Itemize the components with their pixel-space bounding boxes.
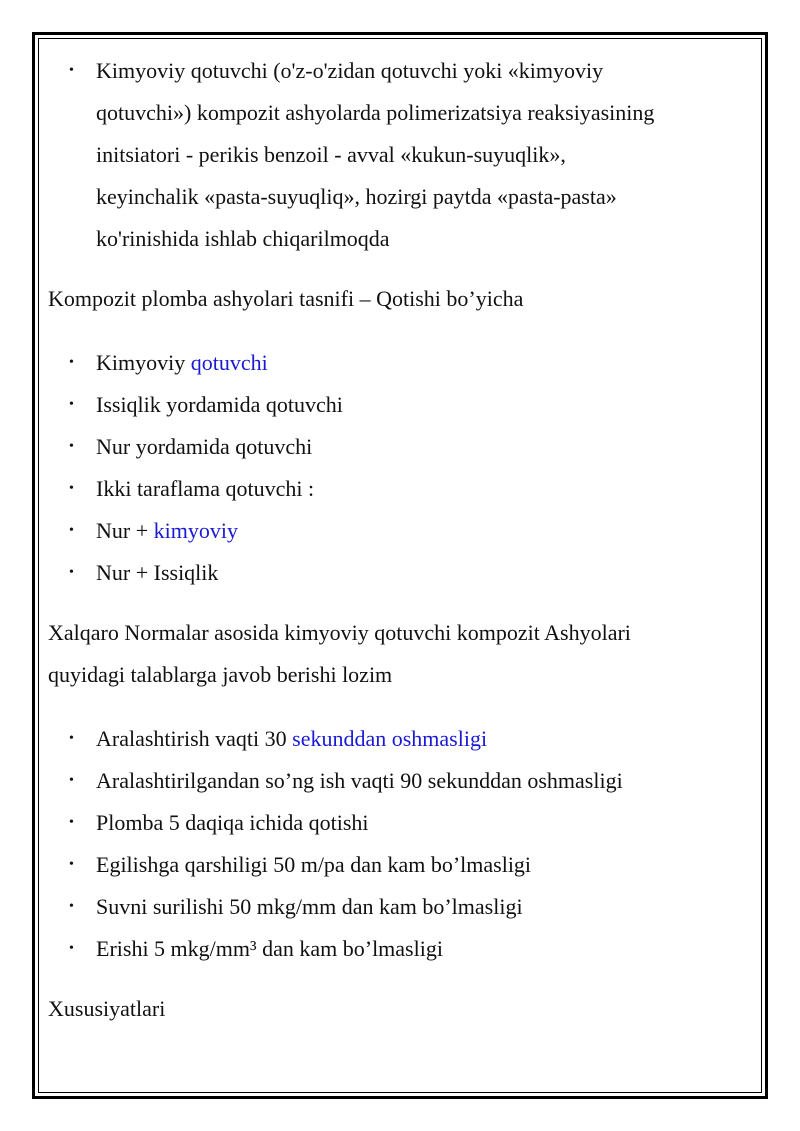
list-item: • Issiqlik yordamida qotuvchi xyxy=(48,384,728,426)
bullet-list-requirements xyxy=(48,718,728,970)
section-heading-standards-line1: Xalqaro Normalar asosida kimyoviy qotuvchi kompozit Ashyolari xyxy=(48,620,631,645)
list-item-text: Kimyoviy xyxy=(96,350,191,375)
list-item xyxy=(48,50,728,260)
list-item-text: Nur + xyxy=(96,518,154,543)
bullet-list-intro xyxy=(48,50,728,260)
list-item: • Erishi 5 mkg/mm³ dan kam bo’lmasligi xyxy=(48,928,728,970)
section-heading-standards-line2: quyidagi talablarga javob berishi lozim xyxy=(48,662,393,687)
hyperlink-qotuvchi[interactable]: qotuvchi xyxy=(190,350,268,375)
list-item xyxy=(48,510,728,552)
list-item-text: Aralashtirish vaqti 30 xyxy=(96,726,293,751)
section-heading-properties: Xususiyatlari xyxy=(48,996,166,1021)
list-item: • Ikki taraflama qotuvchi : xyxy=(48,468,728,510)
list-item: • Suvni surilishi 50 mkg/mm dan kam bo’lmasligi xyxy=(48,886,728,928)
hyperlink-kimyoviy[interactable]: kimyoviy xyxy=(153,518,238,543)
text-line: • Kimyoviy qotuvchi (o'z-o'zidan qotuvchi yoki «kimyoviy xyxy=(96,58,604,83)
list-item xyxy=(48,342,728,384)
list-item xyxy=(48,718,728,760)
list-item: • Nur yordamida qotuvchi xyxy=(48,426,728,468)
list-item: • Nur + Issiqlik xyxy=(48,552,728,594)
text-line: ko'rinishida ishlab chiqarilmoqda xyxy=(96,226,390,251)
hyperlink-sekunddan[interactable]: sekunddan oshmasligi xyxy=(292,726,488,751)
list-item: • Egilishga qarshiligi 50 m/pa dan kam bo’lmasligi xyxy=(48,844,728,886)
text-line: qotuvchi») kompozit ashyolarda polimerizatsiya reaksiyasining xyxy=(96,100,655,125)
list-item: • Aralashtirilgandan so’ng ish vaqti 90 sekunddan oshmasligi xyxy=(48,760,728,802)
list-item: • Plomba 5 daqiqa ichida qotishi xyxy=(48,802,728,844)
section-heading-classification: Kompozit plomba ashyolari tasnifi – Qotishi bo’yicha xyxy=(48,286,524,311)
text-line: initsiatori - perikis benzoil - avval «kukun-suyuqlik», xyxy=(96,142,566,167)
bullet-list-curing xyxy=(48,342,728,594)
text-line: keyinchalik «pasta-suyuqliq», hozirgi paytda «pasta-pasta» xyxy=(96,184,617,209)
document-content xyxy=(48,50,728,1030)
